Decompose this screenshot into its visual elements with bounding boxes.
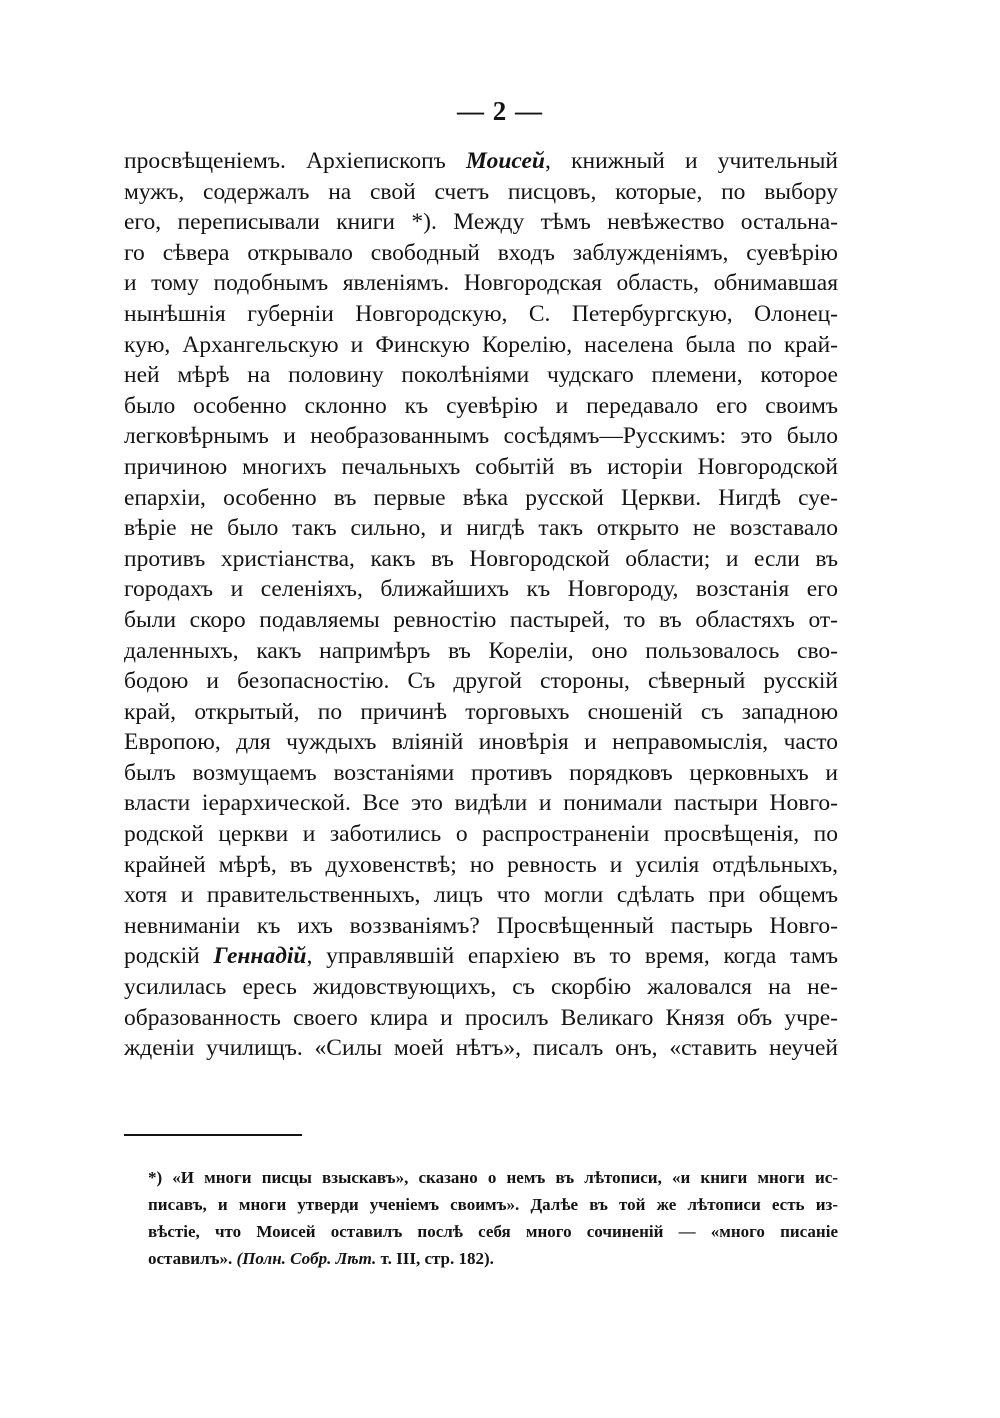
footnote-divider xyxy=(124,1134,302,1136)
text-line: противъ христіанства, какъ въ Новгородской области; и если въ xyxy=(124,545,838,572)
text-line: епархіи, особенно въ первые вѣка русской Церкви. Нигдѣ суе- xyxy=(124,484,838,511)
footnote-line: *) «И многи писцы взыскавъ», сказано о немъ въ лѣтописи, «и книги многи ис- xyxy=(148,1168,838,1187)
text-line: го сѣвера открывало свободный входъ заблужденіямъ, суевѣрію xyxy=(124,239,838,266)
text-line: кую, Архангельскую и Финскую Корелію, населена была по край- xyxy=(124,331,838,358)
text-line: и тому подобнымъ явленіямъ. Новгородская область, обнимавшая xyxy=(124,270,838,297)
text-line: городахъ и селеніяхъ, ближайшихъ къ Новгороду, возстанія его xyxy=(124,576,838,603)
text-line: родской церкви и заботились о распространеніи просвѣщенія, по xyxy=(124,821,838,848)
text-line: власти іерархической. Все это видѣли и понимали пастыри Новго- xyxy=(124,790,838,817)
text-line: нынѣшнія губерніи Новгородскую, С. Петербургскую, Олонец- xyxy=(124,300,838,327)
name-moisei: Моисей xyxy=(466,148,546,174)
page-number: — 2 — xyxy=(457,96,543,126)
footnote xyxy=(148,1164,838,1272)
text-span: просвѣщеніемъ. Архіепископъ xyxy=(124,148,466,174)
footnote-line: писавъ, и многи утверди ученіемъ своимъ». Далѣе въ той же лѣтописи есть из- xyxy=(148,1195,838,1214)
text-span: родскій xyxy=(124,943,214,970)
text-line: было особенно склонно къ суевѣрію и передавало его своимъ xyxy=(124,392,838,419)
text-line: мужъ, содержалъ на свой счетъ писцовъ, которые, по выбору xyxy=(124,178,838,205)
text-line: ней мѣрѣ на половину поколѣніями чудскаго племени, которое xyxy=(124,362,838,389)
text-line xyxy=(124,146,838,177)
text-line: вѣріе не было такъ сильно, и нигдѣ такъ открыто не возставало xyxy=(124,515,838,542)
text-line: жденіи училищъ. «Силы моей нѣтъ», писалъ онъ, «ставить неучей xyxy=(124,1035,838,1062)
text-span: т. III, стр. 182). xyxy=(376,1249,494,1268)
text-line: были скоро подавляемы ревностію пастырей, то въ областяхъ от- xyxy=(124,606,838,633)
text-line: былъ возмущаемъ возстаніями противъ порядковъ церковныхъ и xyxy=(124,759,838,786)
text-line: даленныхъ, какъ напримѣръ въ Кореліи, оно пользовалось сво- xyxy=(124,637,838,664)
text-line: причиною многихъ печальныхъ событій въ исторіи Новгородской xyxy=(124,453,838,480)
footnote-line: вѣстіе, что Моисей оставилъ послѣ себя много сочиненій — «много писаніе xyxy=(148,1222,838,1241)
text-line: невниманіи къ ихъ воззваніямъ? Просвѣщенный пастырь Новго- xyxy=(124,912,838,939)
text-line: образованность своего клира и просилъ Великаго Князя объ учре- xyxy=(124,1004,838,1031)
text-line: крайней мѣрѣ, въ духовенствѣ; но ревность и усилія отдѣльныхъ, xyxy=(124,851,838,878)
text-line: Европою, для чуждыхъ вліяній иновѣрія и неправомыслія, часто xyxy=(124,729,838,756)
text-span: оставилъ». xyxy=(148,1249,237,1268)
text-line: хотя и правительственныхъ, лицъ что могли сдѣлать при общемъ xyxy=(124,882,838,909)
main-text xyxy=(124,146,838,1064)
name-gennadii: Геннадій xyxy=(213,943,307,970)
citation-title: (Полн. Собр. Лѣт. xyxy=(236,1249,377,1268)
text-line: бодою и безопасностію. Съ другой стороны, сѣверный русскій xyxy=(124,668,838,695)
text-line xyxy=(124,941,838,972)
text-line: его, переписывали книги *). Между тѣмъ невѣжество остальна- xyxy=(124,209,838,236)
text-line: усилилась ересь жидовствующихъ, съ скорбію жаловался на не- xyxy=(124,974,838,1001)
text-line: легковѣрнымъ и необразованнымъ сосѣдямъ—Русскимъ: это было xyxy=(124,423,838,450)
text-line: край, открытый, по причинѣ торговыхъ сношеній съ западною xyxy=(124,698,838,725)
footnote-line xyxy=(148,1245,838,1272)
text-span: , книжный и учительный xyxy=(545,148,838,174)
text-span: , управлявшій епархіею въ то время, когда тамъ xyxy=(306,943,838,970)
